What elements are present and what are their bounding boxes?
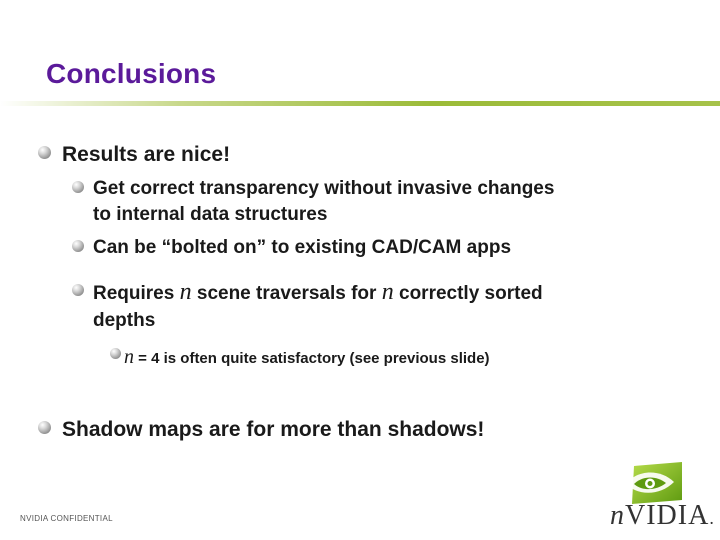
nvidia-eye-logo-icon [626,462,684,504]
bullet-text [124,346,490,369]
nvidia-wordmark [610,500,715,532]
wordmark-mark: . [709,508,715,528]
bullet-text-part: correctly sorted [393,283,543,304]
wordmark-letter: n [610,500,625,531]
bullet-text: Can be “bolted on” to existing CAD/CAM apps [93,237,512,258]
bullet-text-part: = 4 is often quite satisfactory (see previous slide) [134,350,490,367]
bullet-text: Get correct transparency without invasive changes [93,178,555,199]
bullet-text: depths [93,310,156,331]
bullet-text: to internal data structures [93,204,328,225]
bullet-icon [38,421,51,434]
footer-confidential: NVIDIA CONFIDENTIAL [20,514,113,523]
slide-title: Conclusions [46,58,217,89]
bullet-icon [110,348,121,359]
bullet-text: Shadow maps are for more than shadows! [62,418,485,441]
bullet-icon [38,146,51,159]
bullet-icon [72,181,84,193]
variable-n: n [179,279,192,305]
title-rule [0,101,720,106]
bullet-text-part: Requires [93,283,180,304]
wordmark-rest: VIDIA [625,500,710,531]
variable-n: n [381,279,394,305]
bullet-icon [72,240,84,252]
bullet-text [93,279,543,306]
bullet-text-part: scene traversals for [191,283,382,304]
variable-n: n [124,346,134,368]
bullet-text: Results are nice! [62,143,231,166]
bullet-icon [72,284,84,296]
